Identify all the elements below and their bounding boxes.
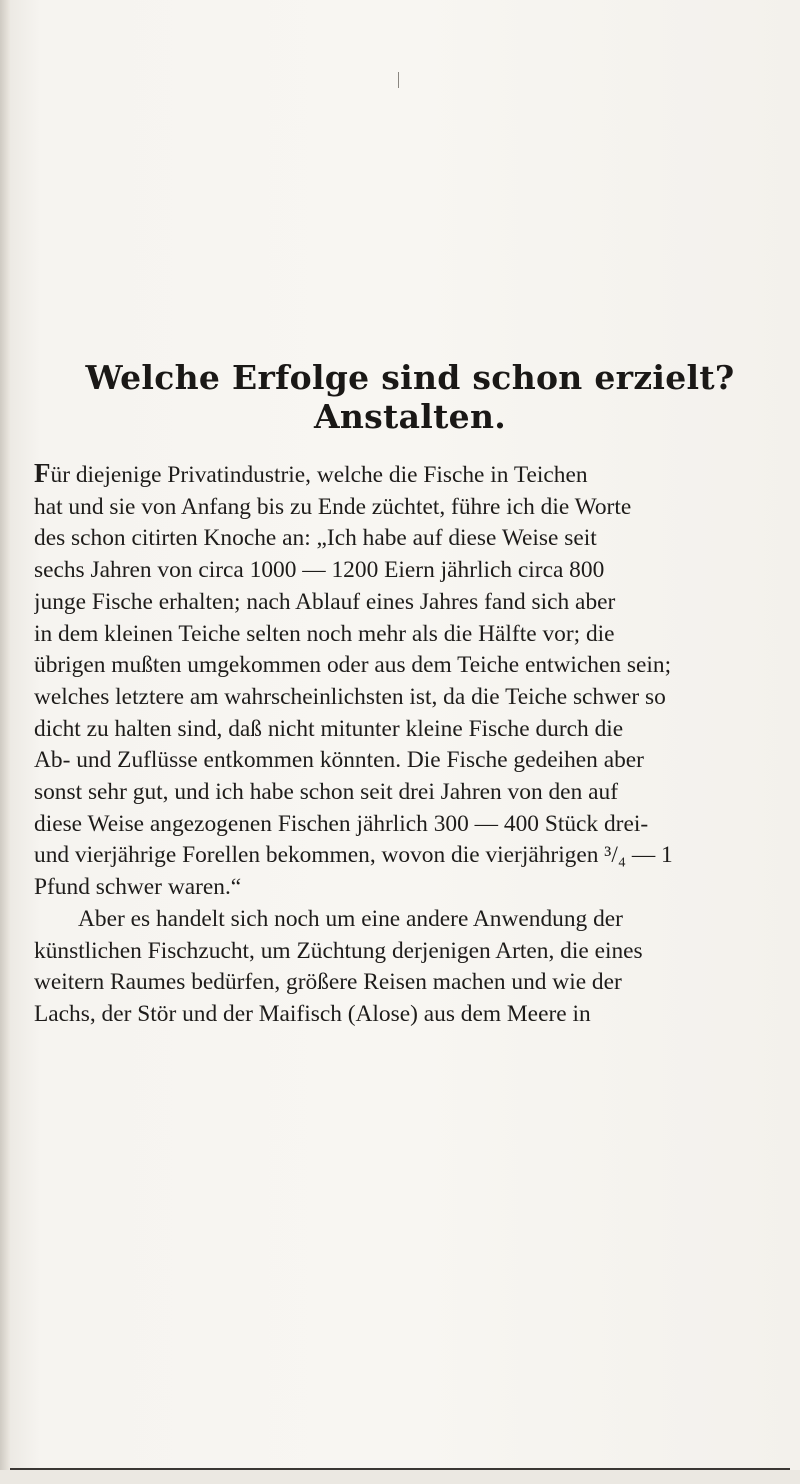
body-text: [34, 458, 786, 1031]
text-line: sonst sehr gut, und ich habe schon seit drei Jahren von den auf: [34, 779, 618, 806]
text-line: Für diejenige Privatindustrie, welche die Fische in Teichen: [34, 458, 588, 488]
text-line: und vierjährige Forellen bekommen, wovon die vierjährigen ³/₄ — 1: [34, 842, 673, 869]
text-line: künstlichen Fischzucht, um Züchtung derjenigen Arten, die eines: [34, 937, 643, 964]
text-line: Pfund schwer waren.“: [34, 874, 242, 901]
page-mark: [398, 72, 399, 88]
text-line: in dem kleinen Teiche selten noch mehr als die Hälfte vor; die: [34, 620, 615, 647]
binding-edge: [0, 0, 10, 1484]
text-line: dicht zu halten sind, daß nicht mitunter kleine Fische durch die: [34, 715, 624, 742]
initial-letter: F: [34, 458, 51, 488]
text-line: weitern Raumes bedürfen, größere Reisen machen und wie der: [34, 969, 622, 996]
paragraph-2: [34, 904, 786, 1031]
text-line: Ab- und Zuflüsse entkommen könnten. Die Fische gedeihen aber: [34, 747, 644, 774]
text-line: Aber es handelt sich noch um eine andere Anwendung der: [78, 905, 623, 932]
page-bottom-edge: [0, 1470, 800, 1484]
paragraph-1: [34, 458, 786, 904]
text-line: sechs Jahren von circa 1000 — 1200 Eiern jährlich circa 800: [34, 557, 605, 584]
text-line: hat und sie von Anfang bis zu Ende züchtet, führe ich die Worte: [34, 493, 632, 520]
text-line: welches letztere am wahrscheinlichsten ist, da die Teiche schwer so: [34, 683, 666, 710]
section-heading: Welche Erfolge sind schon erzielt? Anstalten.: [85, 358, 735, 436]
text-line: Lachs, der Stör und der Maifisch (Alose) aus dem Meere in: [34, 1000, 591, 1027]
text-line: diese Weise angezogenen Fischen jährlich 300 — 400 Stück drei-: [34, 810, 649, 837]
text-line: übrigen mußten umgekommen oder aus dem Teiche entwichen sein;: [34, 652, 672, 679]
text-line: junge Fische erhalten; nach Ablauf eines Jahres fand sich aber: [34, 588, 616, 615]
text-line: des schon citirten Knoche an: „Ich habe auf diese Weise seit: [34, 525, 597, 552]
